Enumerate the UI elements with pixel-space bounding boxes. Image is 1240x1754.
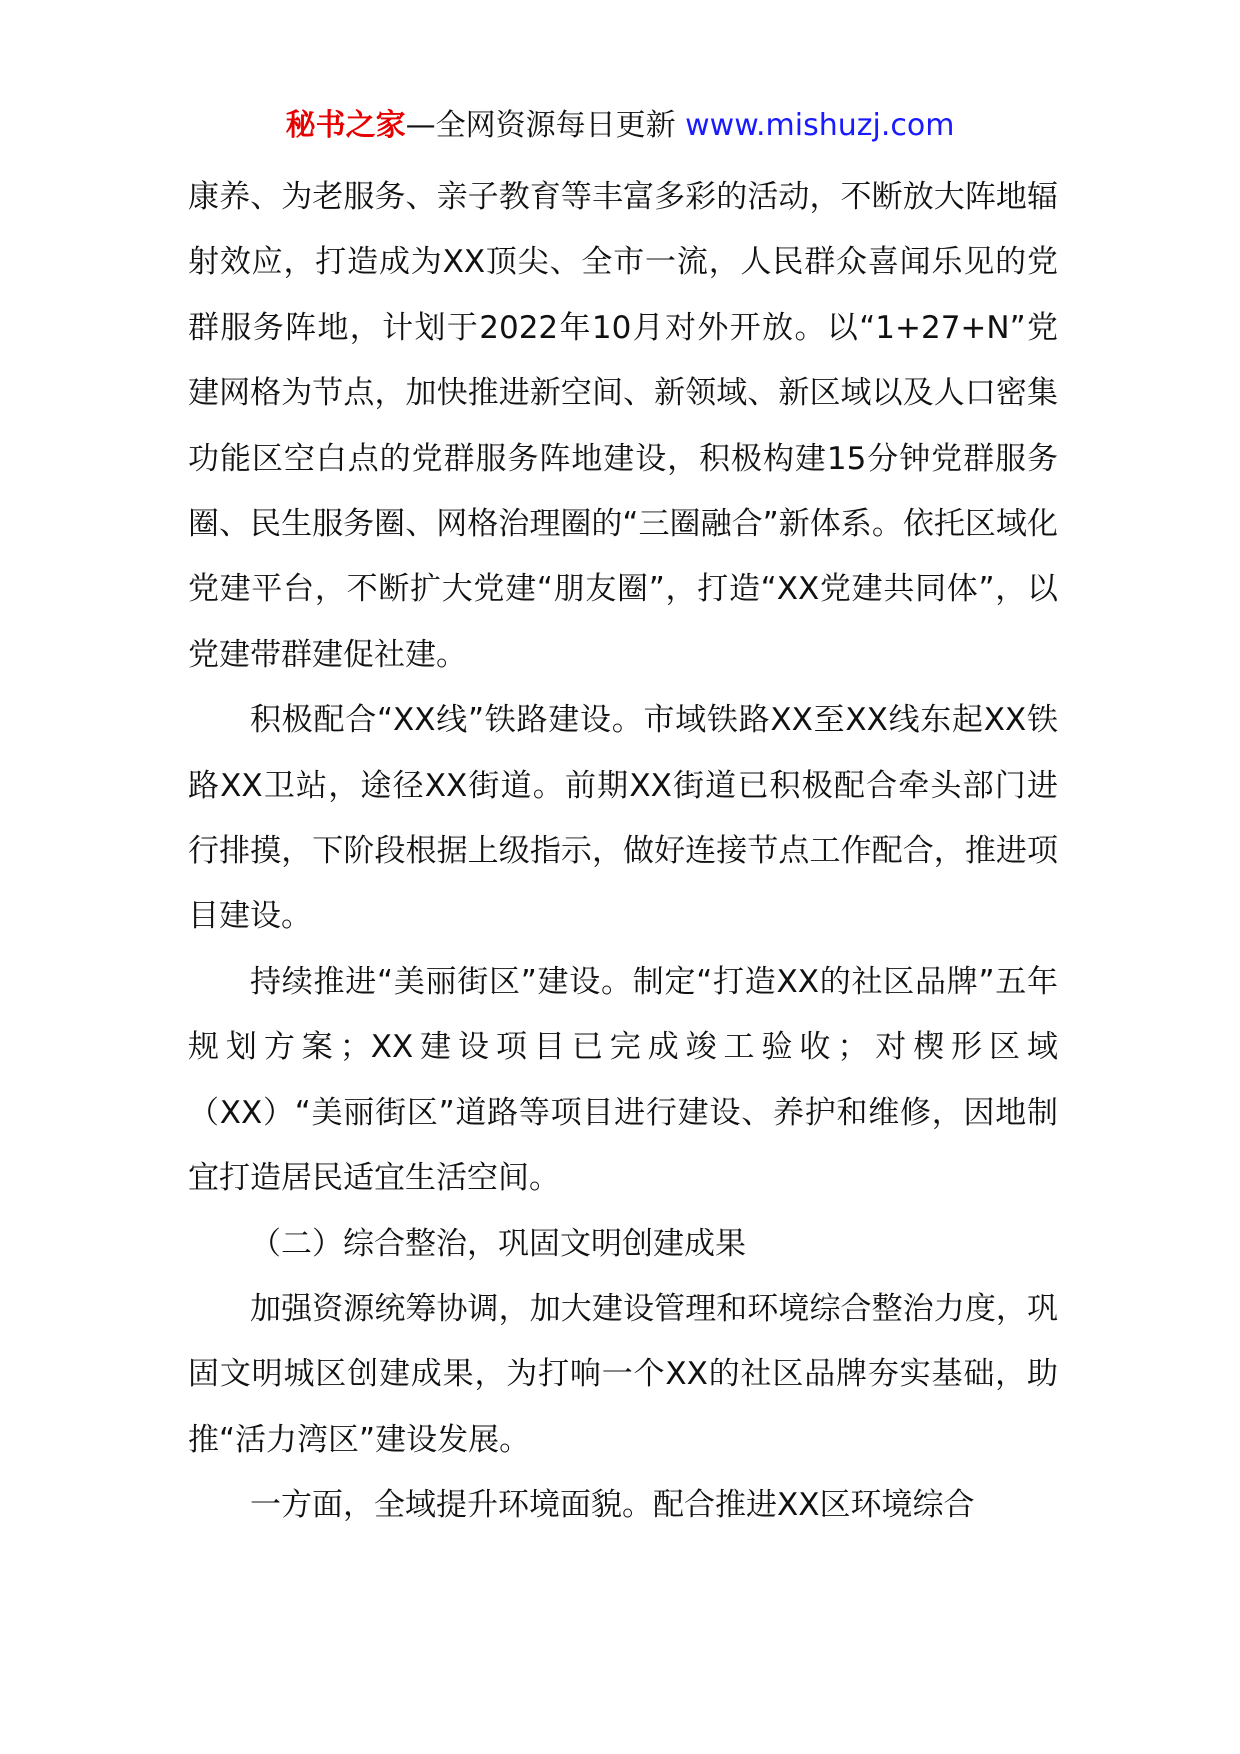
paragraph-railway: 积极配合“XX线”铁路建设。市域铁路XX至XX线东起XX铁路XX卫站，途径XX街道。前期XX街道已积极配合牵头部门进行排摸，下阶段根据上级指示，做好连接节点工作配合，推进项目建设。: [188, 702, 1058, 935]
site-url[interactable]: www.mishuzj.com: [685, 108, 955, 143]
site-header: [0, 104, 1240, 148]
section-heading: （二）综合整治，巩固文明创建成果: [250, 1225, 746, 1262]
paragraph-continued: 康养、为老服务、亲子教育等丰富多彩的活动，不断放大阵地辐射效应，打造成为XX顶尖、全市一流，人民群众喜闻乐见的党群服务阵地，计划于2022年10月对外开放。以“1+27+N”党建网格为节点，加快推进新空间、新领域、新区域以及人口密集功能区空白点的党群服务阵地建设，积极构建15分钟党群服务圈、民生服务圈、网格治理圈的“三圈融合”新体系。依托区域化党建平台，不断扩大党建“朋友圈”，打造“XX党建共同体”，以党建带群建促社建。: [188, 179, 1058, 673]
document-body: [188, 165, 1058, 1539]
paragraph-environment: 一方面，全域提升环境面貌。配合推进XX区环境综合: [250, 1487, 975, 1524]
site-tagline: —全网资源每日更新: [405, 108, 686, 143]
paragraph-beautiful-streets: 持续推进“美丽街区”建设。制定“打造XX的社区品牌”五年规划方案；XX建设项目已完成竣工验收；对楔形区域（XX）“美丽街区”道路等项目进行建设、养护和维修，因地制宜打造居民适宜生活空间。: [188, 963, 1058, 1197]
paragraph-resources: 加强资源统筹协调，加大建设管理和环境综合整治力度，巩固文明城区创建成果，为打响一个XX的社区品牌夯实基础，助推“活力湾区”建设发展。: [188, 1290, 1058, 1458]
site-brand: 秘书之家: [285, 108, 406, 143]
